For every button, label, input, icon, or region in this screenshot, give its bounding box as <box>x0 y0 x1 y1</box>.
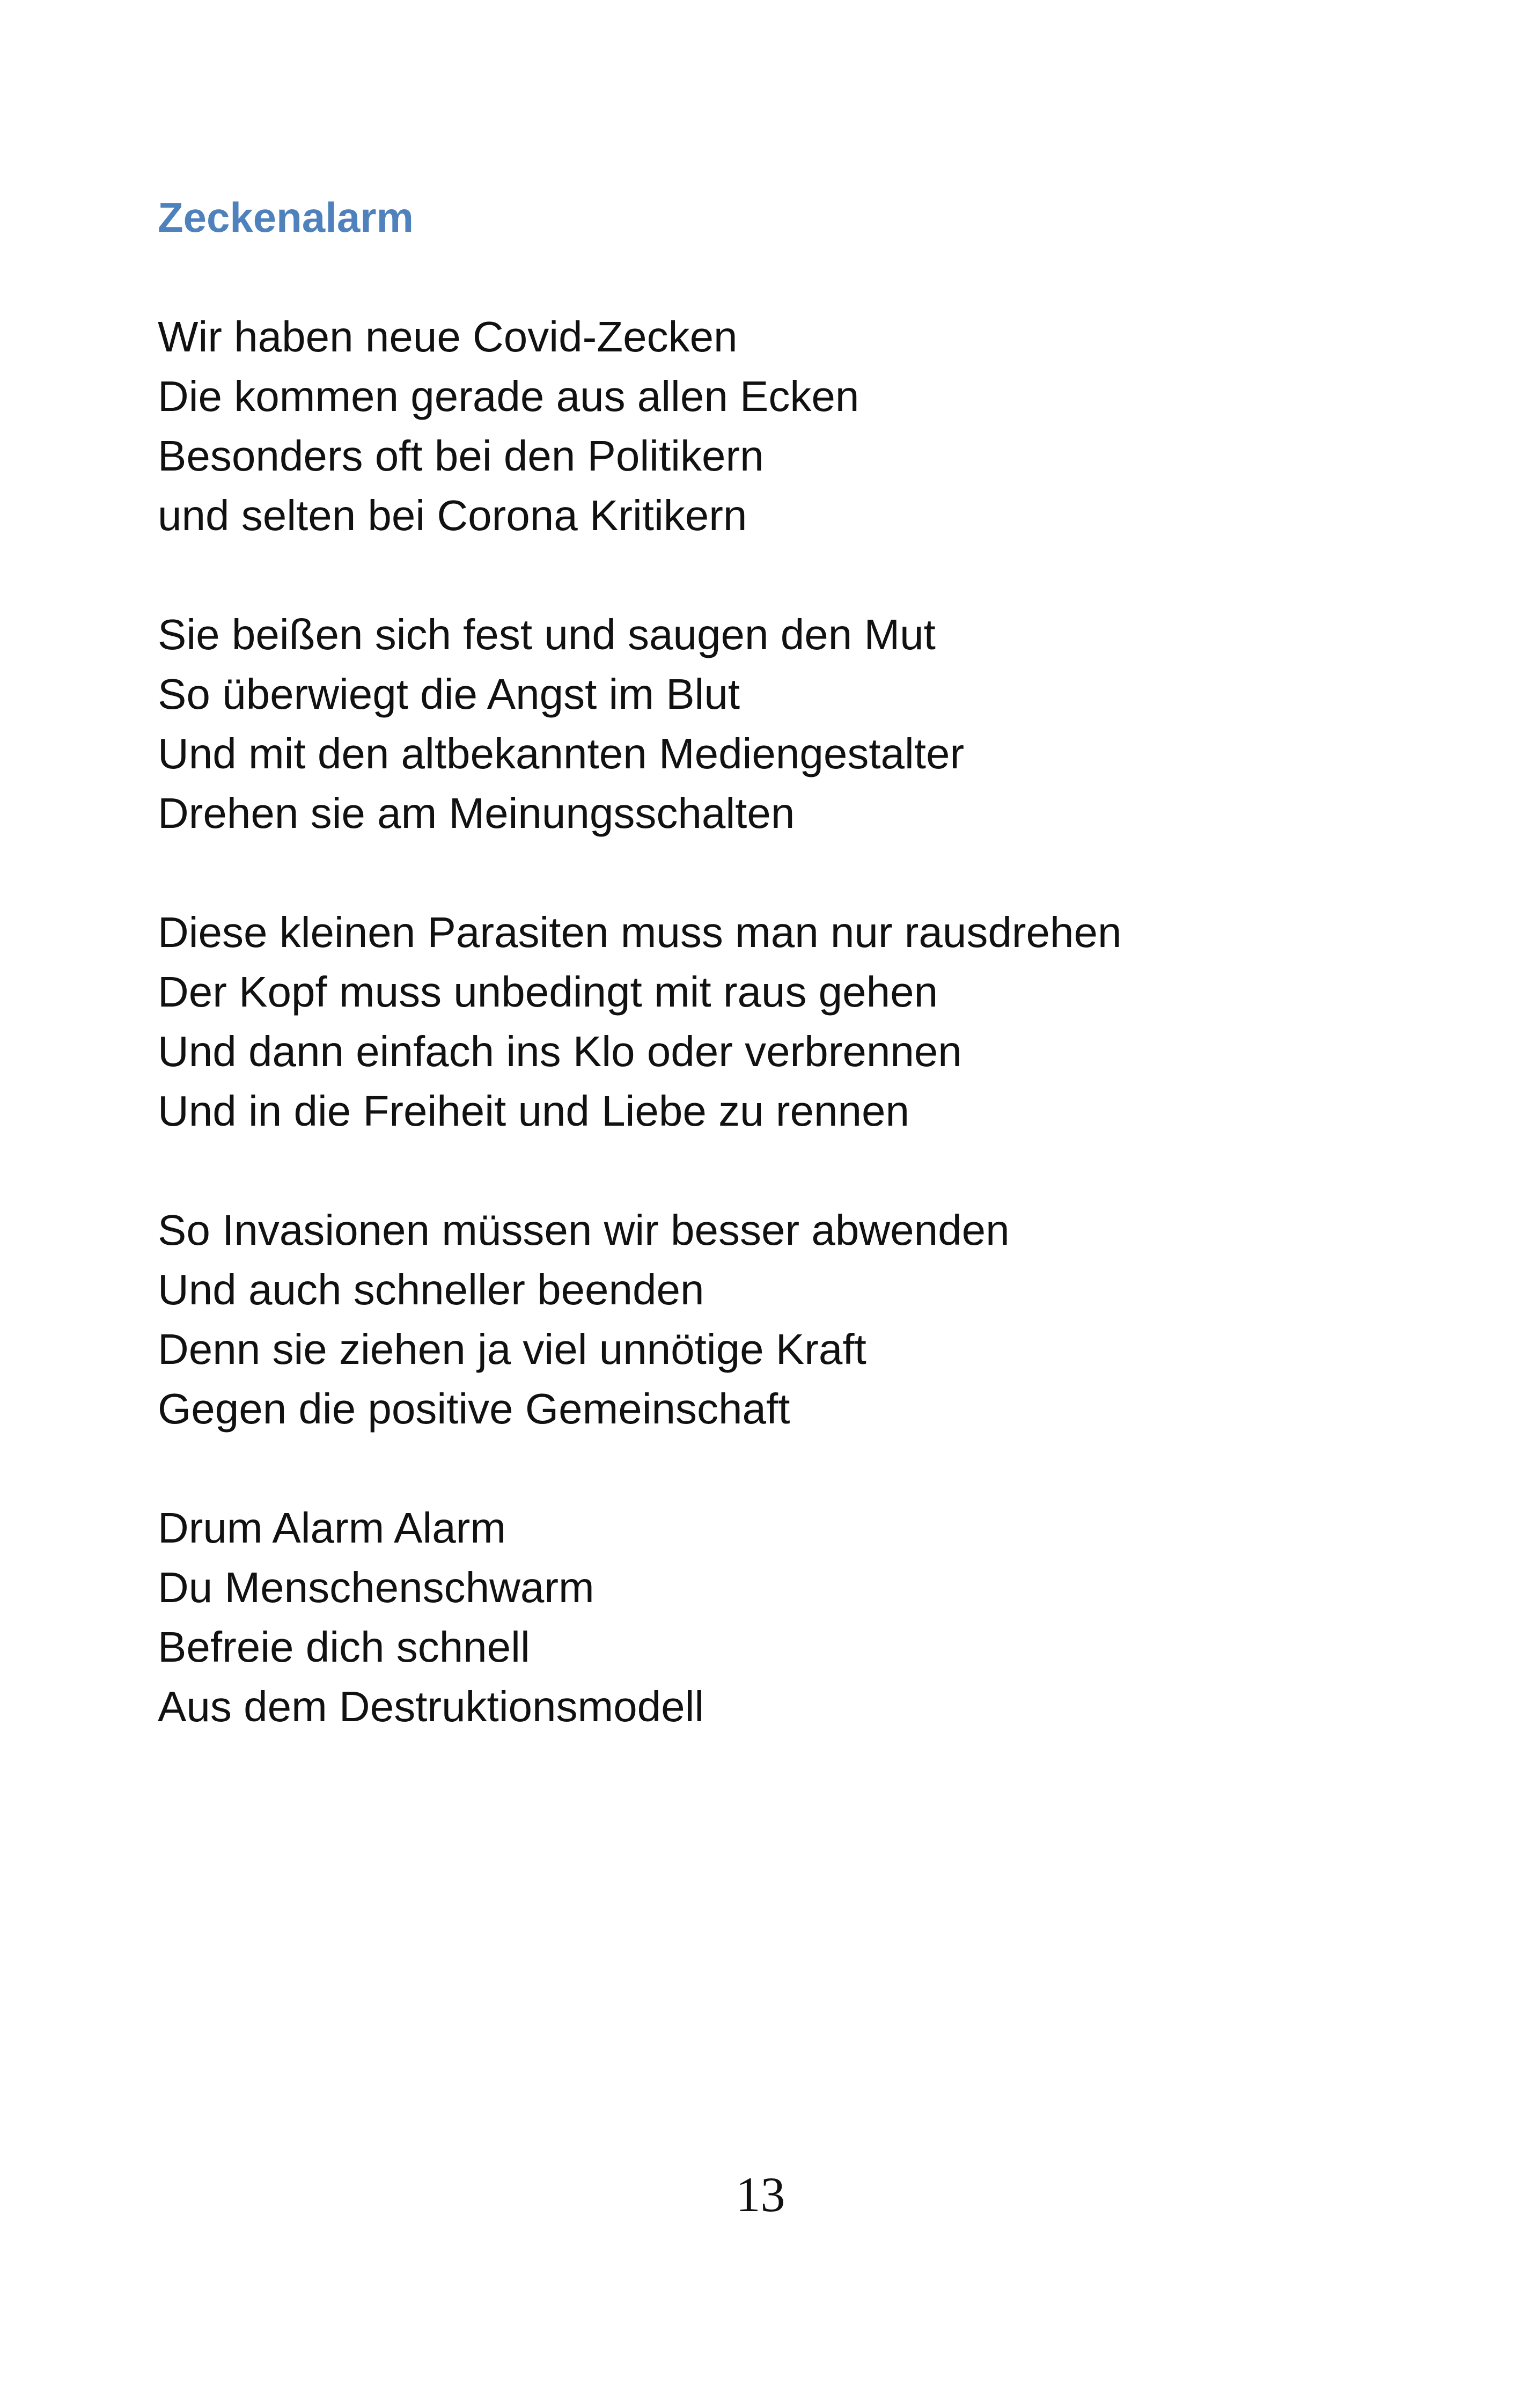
verse-line: Denn sie ziehen ja viel unnötige Kraft <box>158 1325 866 1373</box>
verse-line: Sie beißen sich fest und saugen den Mut <box>158 611 936 658</box>
verse-line: Besonders oft bei den Politikern <box>158 432 764 480</box>
stanza-5 <box>158 1498 1392 1736</box>
stanza-1 <box>158 307 1392 545</box>
verse-line: Du Menschenschwarm <box>158 1563 594 1611</box>
verse-line: So überwiegt die Angst im Blut <box>158 670 740 718</box>
verse-line: Und auch schneller beenden <box>158 1266 704 1313</box>
verse-line: Aus dem Destruktionsmodell <box>158 1683 704 1730</box>
verse-line: Diese kleinen Parasiten muss man nur rausdrehen <box>158 908 1122 956</box>
verse-line: Der Kopf muss unbedingt mit raus gehen <box>158 968 938 1016</box>
stanza-4 <box>158 1200 1392 1438</box>
verse-line: Wir haben neue Covid-Zecken <box>158 313 738 361</box>
verse-line: Drum Alarm Alarm <box>158 1504 506 1552</box>
poem-title: Zeckenalarm <box>158 194 414 241</box>
verse-line: So Invasionen müssen wir besser abwenden <box>158 1206 1010 1254</box>
verse-line: Die kommen gerade aus allen Ecken <box>158 372 859 420</box>
verse-line: und selten bei Corona Kritikern <box>158 491 747 539</box>
verse-line: Drehen sie am Meinungsschalten <box>158 789 795 837</box>
verse-line: Befreie dich schnell <box>158 1623 530 1671</box>
verse-line: Gegen die positive Gemeinschaft <box>158 1385 790 1433</box>
page-number: 13 <box>736 2167 785 2222</box>
verse-line: Und in die Freiheit und Liebe zu rennen <box>158 1087 909 1135</box>
stanza-3 <box>158 902 1392 1141</box>
verse-line: Und dann einfach ins Klo oder verbrennen <box>158 1027 962 1075</box>
verse-line: Und mit den altbekannten Mediengestalter <box>158 730 965 777</box>
poem-body <box>158 307 1392 1796</box>
stanza-2 <box>158 605 1392 843</box>
